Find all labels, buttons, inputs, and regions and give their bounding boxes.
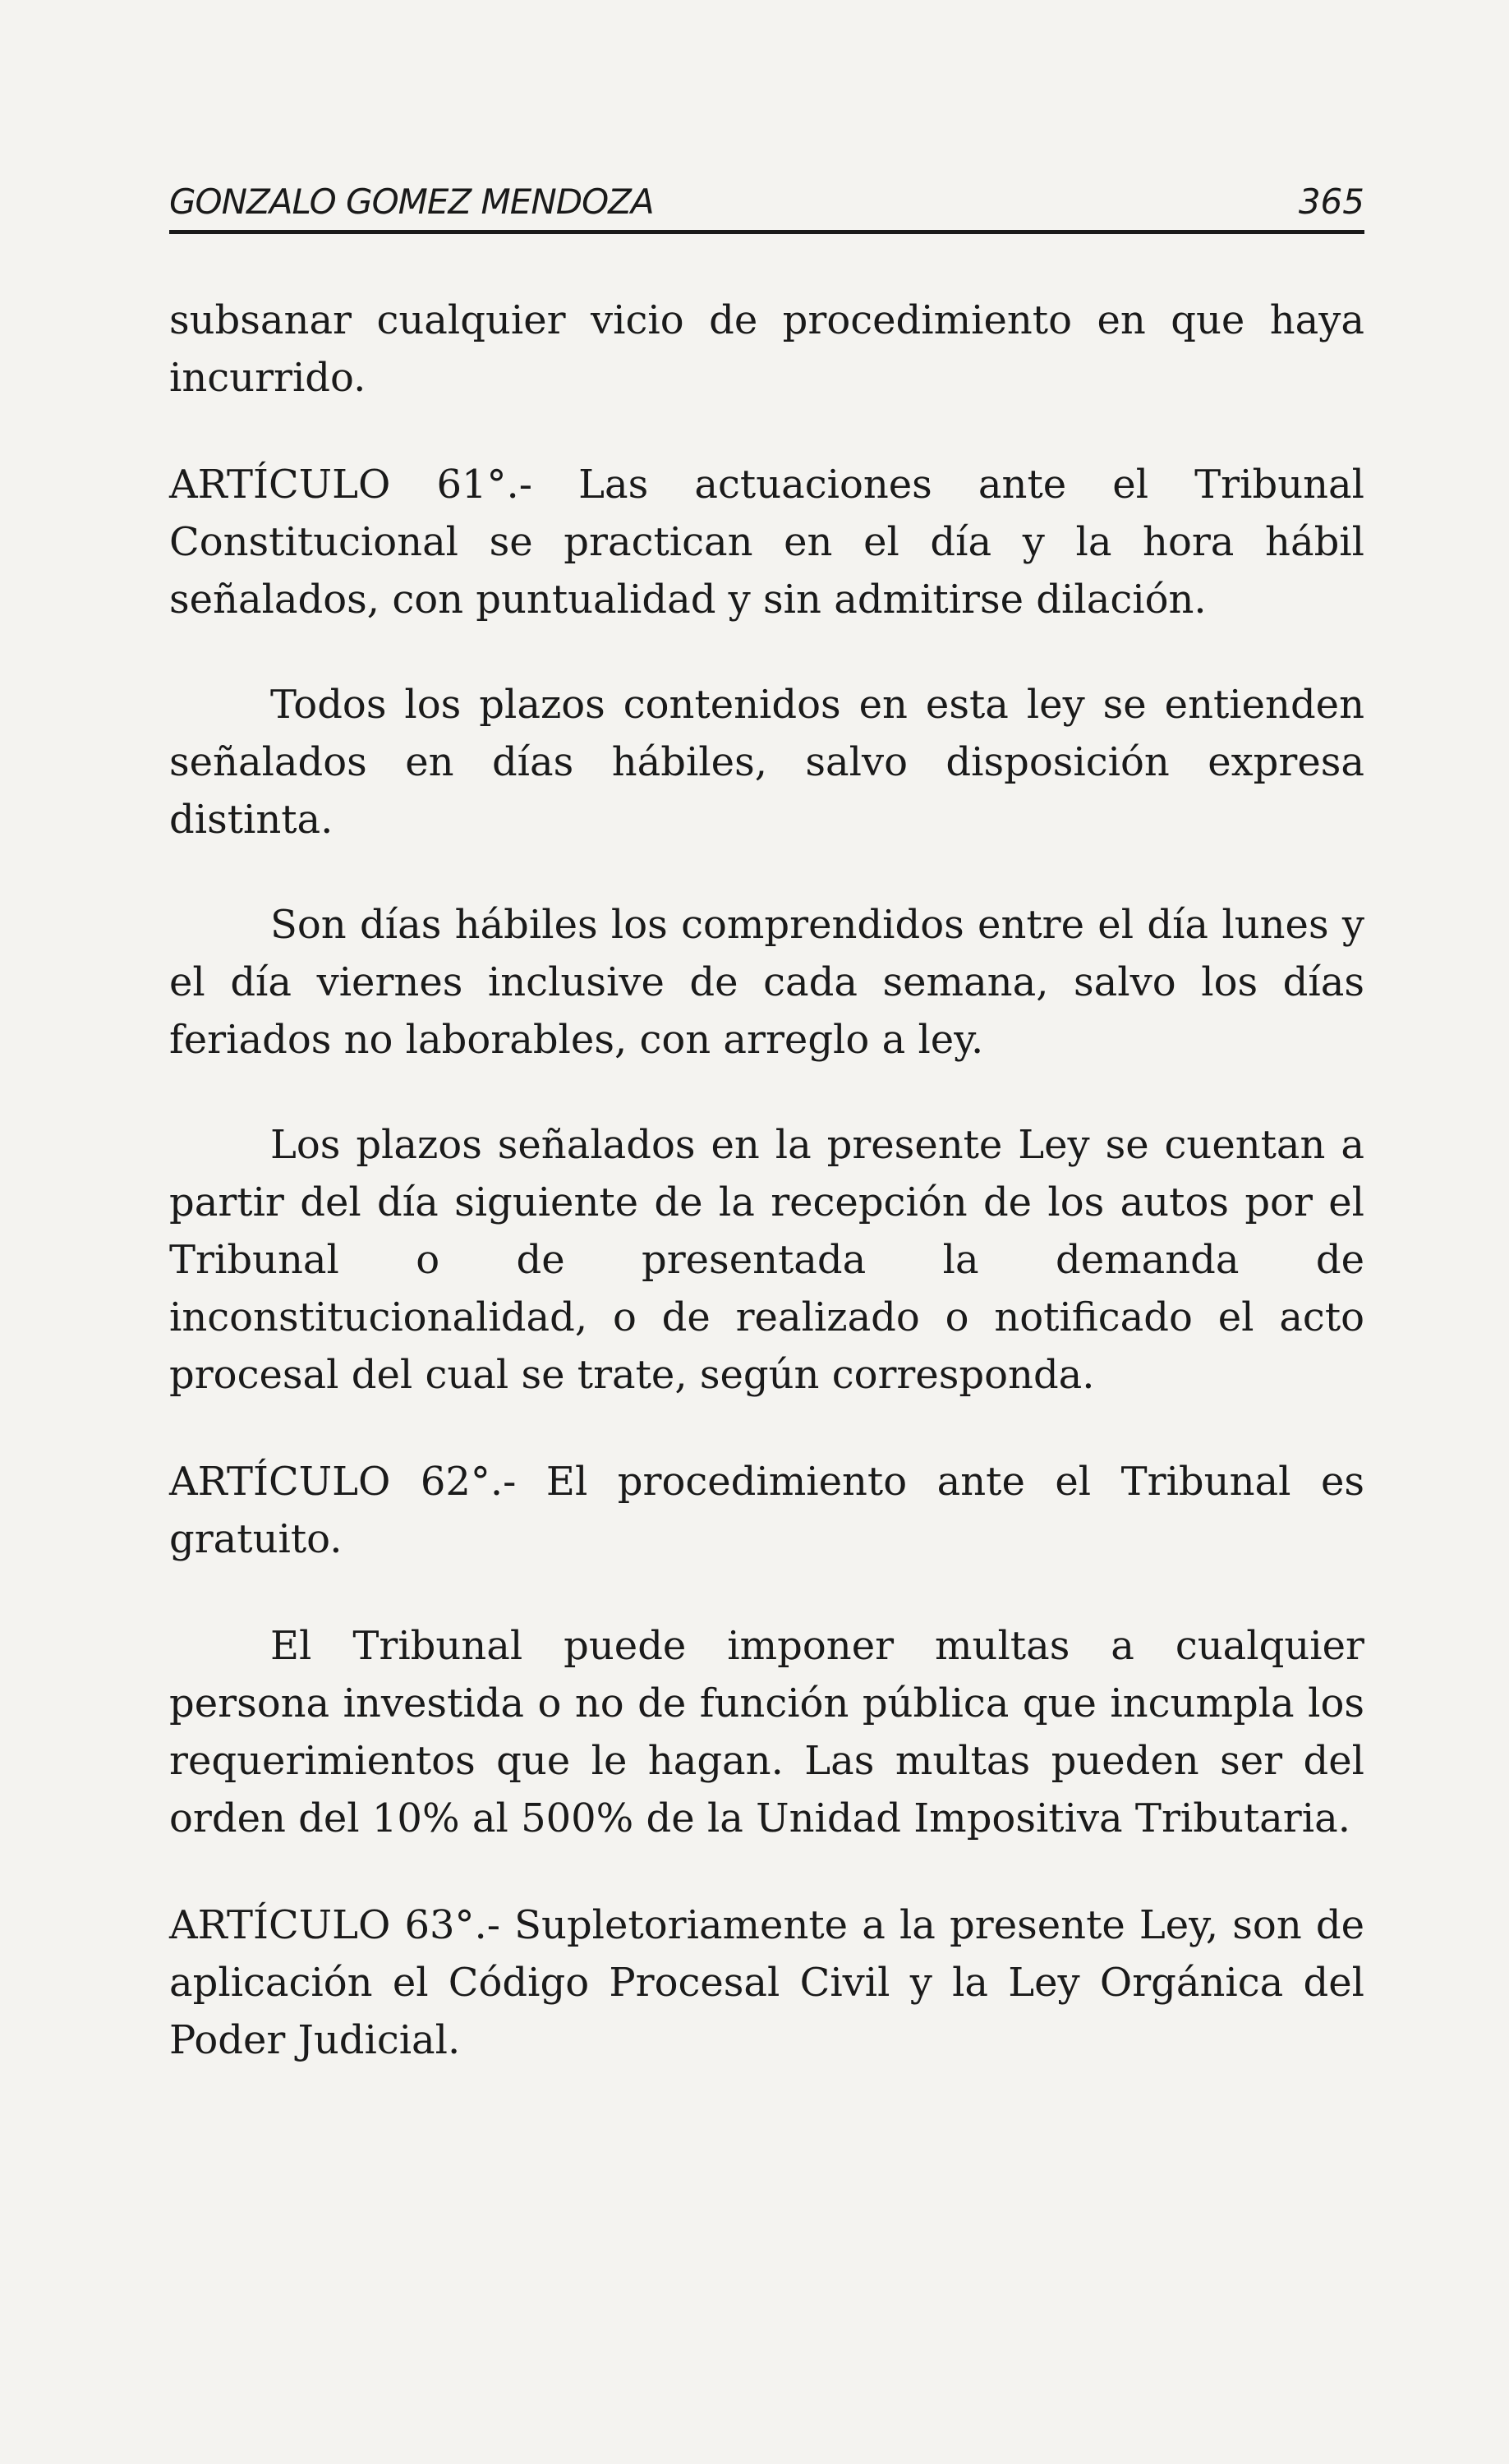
paragraph-plazos: Todos los plazos contenidos en esta ley se entienden señalados en días hábiles, salvo disposición expresa distinta. (169, 682, 1364, 843)
running-header-author: GONZALO GOMEZ MENDOZA (169, 182, 654, 222)
article-61: ARTÍCULO 61°.- Las actuaciones ante el Tribunal Constitucional se practican en el día y la hora hábil señalados, con puntualidad y sin admitirse dilación. (169, 462, 1364, 623)
article-62: ARTÍCULO 62°.- El procedimiento ante el Tribunal es gratuito. (169, 1459, 1364, 1562)
running-header (169, 171, 1364, 234)
page-number: 365 (1298, 182, 1364, 222)
paragraph-continuation: subsanar cualquier vicio de procedimiento en que haya incurrido. (169, 297, 1364, 401)
article-63: ARTÍCULO 63°.- Supletoriamente a la presente Ley, son de aplicación el Código Procesal Civil y la Ley Orgánica del Poder Judicial. (169, 1902, 1364, 2063)
page-body (169, 292, 1364, 2069)
paragraph-multas: El Tribunal puede imponer multas a cualquier persona investida o no de función pública que incumpla los requerimientos que le hagan. Las multas pueden ser del orden del 10% al 500% de la Unidad Impositiva Tributaria. (169, 1623, 1364, 1841)
paragraph-dias-habiles: Son días hábiles los comprendidos entre el día lunes y el día viernes inclusive de cada semana, salvo los días feriados no laborables, con arreglo a ley. (169, 902, 1364, 1063)
paragraph-computo-plazos: Los plazos señalados en la presente Ley se cuentan a partir del día siguiente de la recepción de los autos por el Tribunal o de presentada la demanda de inconstitucionalidad, o de realizado o notificado el acto procesal del cual se trate, según corresponda. (169, 1122, 1364, 1398)
